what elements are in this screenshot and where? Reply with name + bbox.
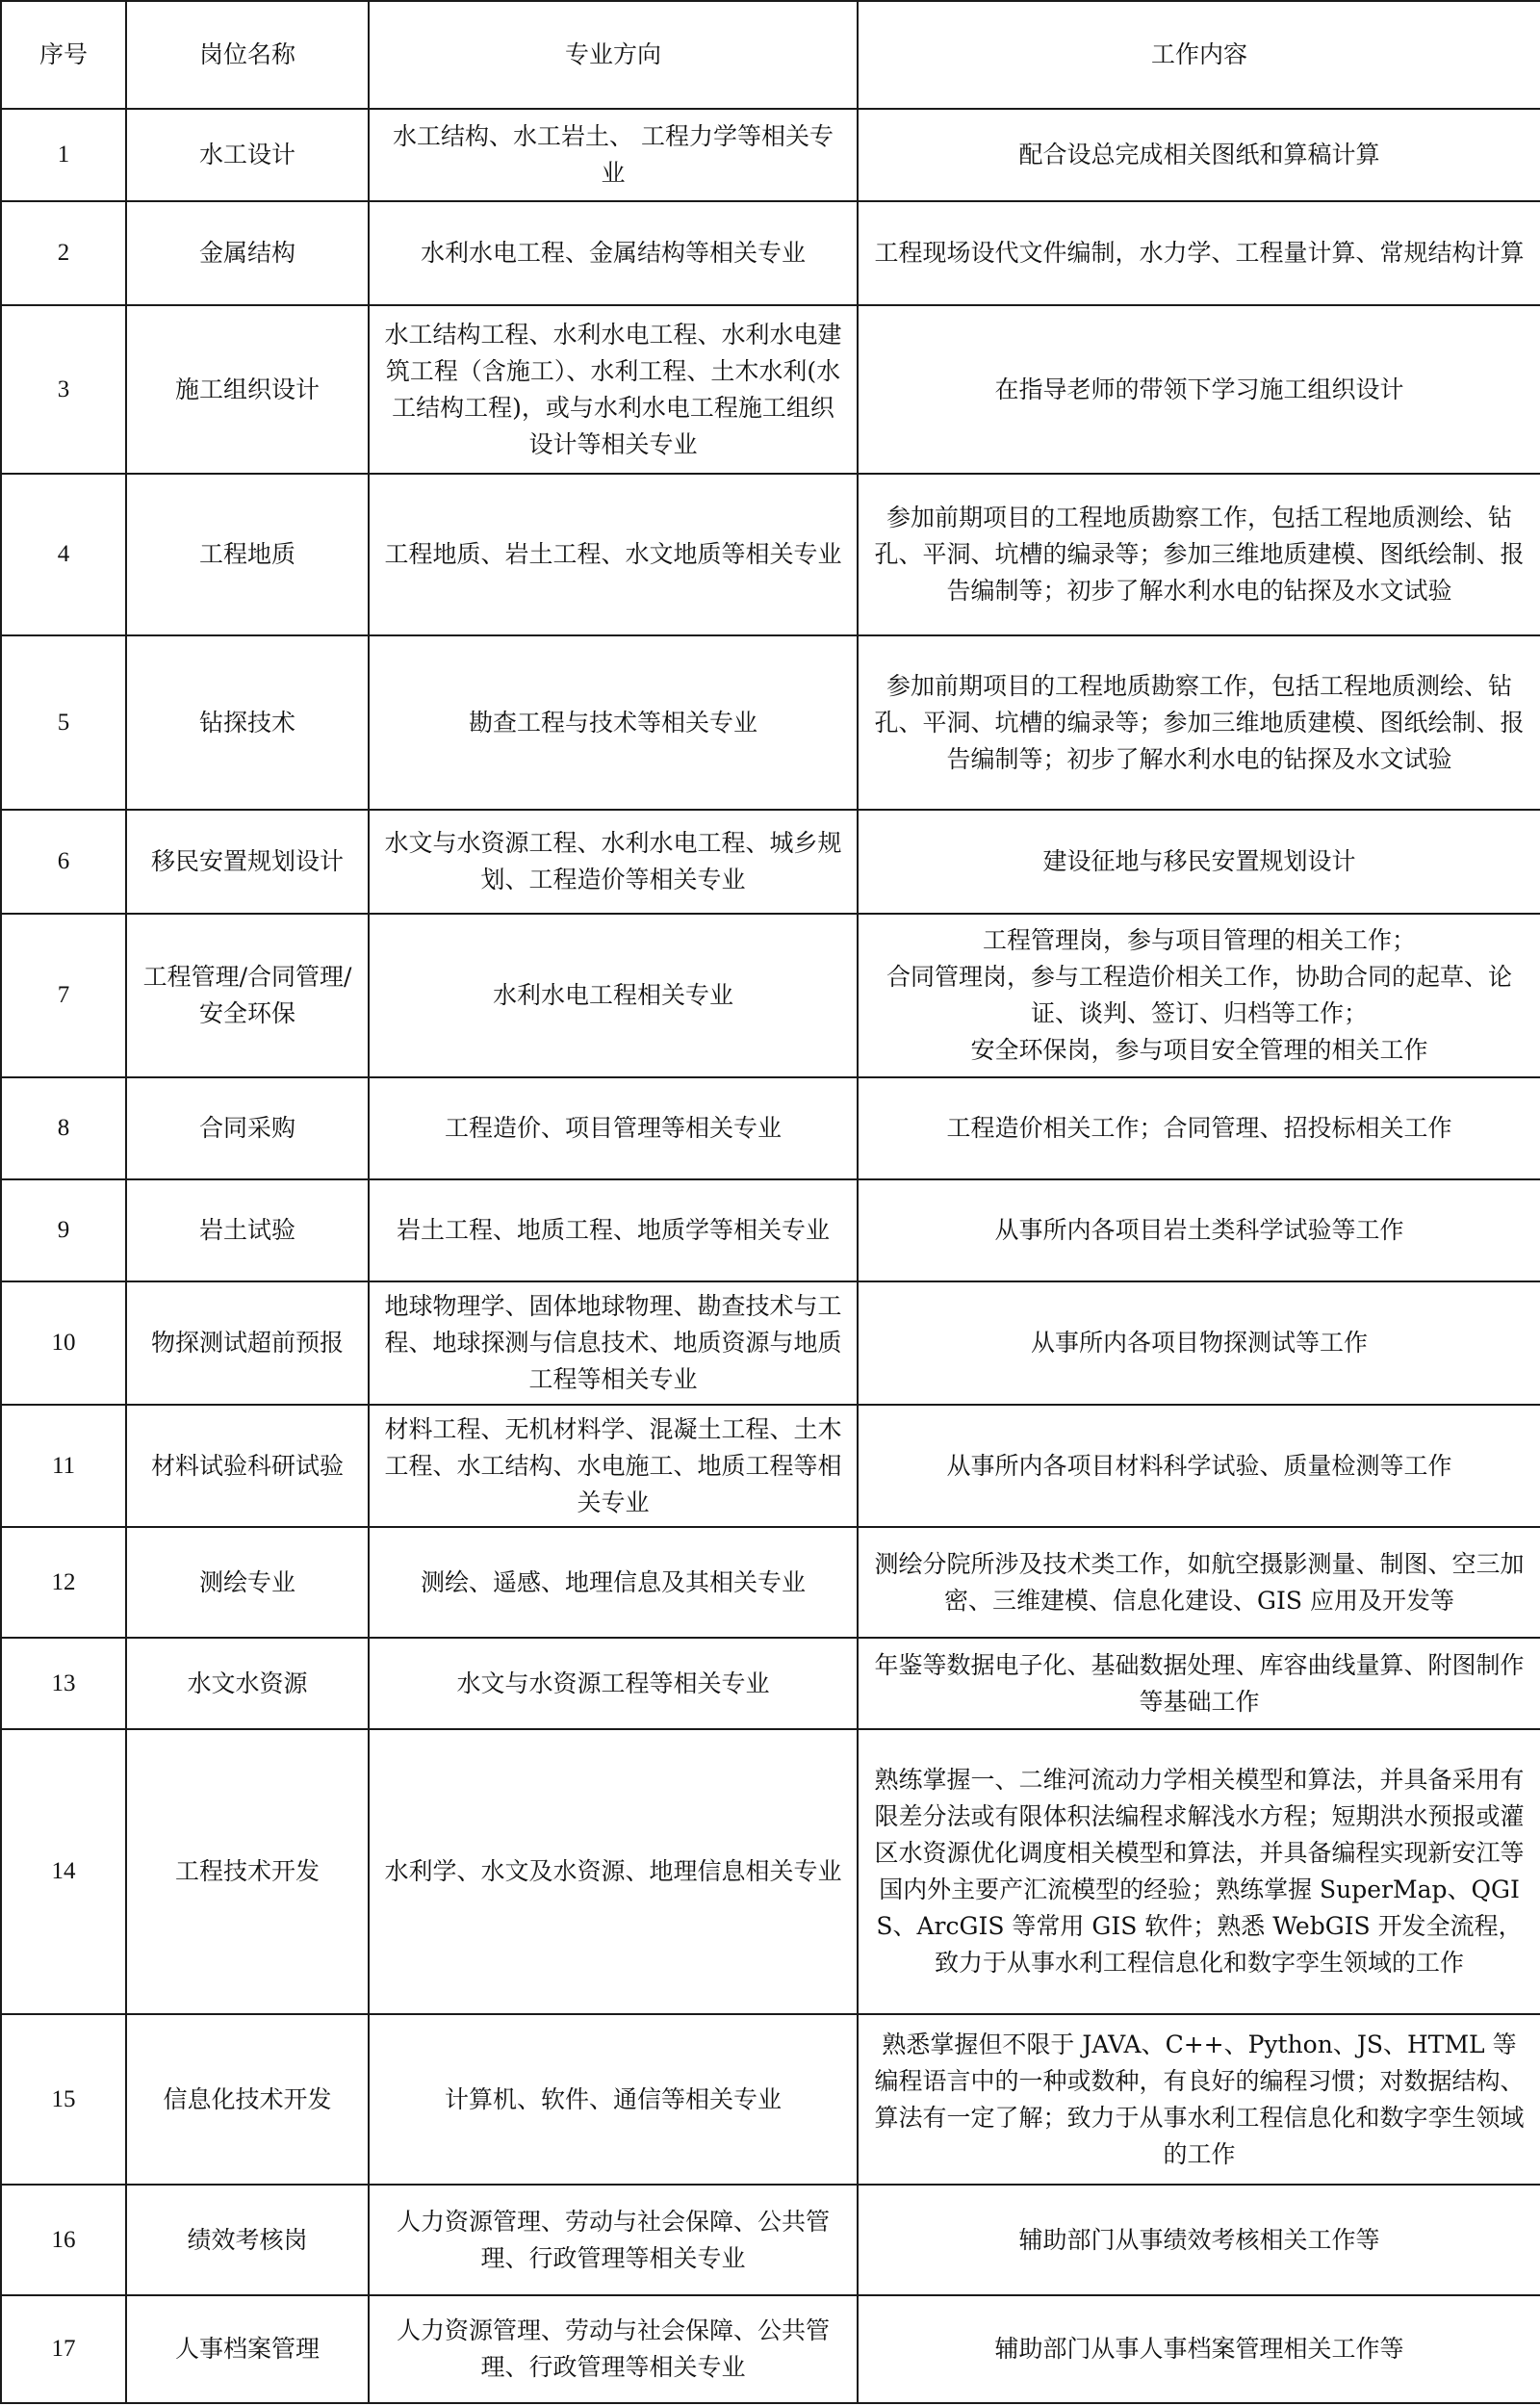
position-name: 水工设计 [126, 109, 369, 201]
table-row [1, 1527, 1540, 1638]
row-number: 5 [1, 635, 126, 810]
major-direction: 水文与水资源工程、水利水电工程、城乡规划、工程造价等相关专业 [369, 810, 858, 914]
position-name: 钻探技术 [126, 635, 369, 810]
row-number: 9 [1, 1179, 126, 1281]
position-name: 合同采购 [126, 1077, 369, 1179]
table-row [1, 1729, 1540, 2014]
row-number: 8 [1, 1077, 126, 1179]
work-content: 建设征地与移民安置规划设计 [858, 810, 1540, 914]
row-number: 17 [1, 2295, 126, 2403]
row-number: 7 [1, 914, 126, 1077]
header-position-name: 岗位名称 [126, 1, 369, 109]
table-row [1, 2295, 1540, 2403]
table-header-row [1, 1, 1540, 109]
work-content: 从事所内各项目材料科学试验、质量检测等工作 [858, 1405, 1540, 1527]
table-row [1, 109, 1540, 201]
position-name: 材料试验科研试验 [126, 1405, 369, 1527]
header-number: 序号 [1, 1, 126, 109]
table-row [1, 2185, 1540, 2295]
table-row [1, 635, 1540, 810]
major-direction: 计算机、软件、通信等相关专业 [369, 2014, 858, 2185]
header-major-direction: 专业方向 [369, 1, 858, 109]
major-direction: 勘查工程与技术等相关专业 [369, 635, 858, 810]
row-number: 14 [1, 1729, 126, 2014]
work-content: 参加前期项目的工程地质勘察工作，包括工程地质测绘、钻孔、平洞、坑槽的编录等；参加三维地质建模、图纸绘制、报告编制等；初步了解水利水电的钻探及水文试验 [858, 474, 1540, 635]
position-name: 信息化技术开发 [126, 2014, 369, 2185]
table-row [1, 1281, 1540, 1405]
work-content: 熟悉掌握但不限于 JAVA、C++、Python、JS、HTML 等编程语言中的一种或数种，有良好的编程习惯；对数据结构、算法有一定了解；致力于从事水利工程信息化和数字孪生领域的工作 [858, 2014, 1540, 2185]
position-name: 移民安置规划设计 [126, 810, 369, 914]
position-name: 人事档案管理 [126, 2295, 369, 2403]
position-name: 施工组织设计 [126, 305, 369, 474]
table-row [1, 810, 1540, 914]
major-direction: 人力资源管理、劳动与社会保障、公共管理、行政管理等相关专业 [369, 2185, 858, 2295]
table-row [1, 1638, 1540, 1729]
row-number: 4 [1, 474, 126, 635]
work-content: 工程造价相关工作；合同管理、招投标相关工作 [858, 1077, 1540, 1179]
row-number: 12 [1, 1527, 126, 1638]
work-content: 参加前期项目的工程地质勘察工作，包括工程地质测绘、钻孔、平洞、坑槽的编录等；参加三维地质建模、图纸绘制、报告编制等；初步了解水利水电的钻探及水文试验 [858, 635, 1540, 810]
row-number: 3 [1, 305, 126, 474]
position-name: 岩土试验 [126, 1179, 369, 1281]
major-direction: 水文与水资源工程等相关专业 [369, 1638, 858, 1729]
major-direction: 岩土工程、地质工程、地质学等相关专业 [369, 1179, 858, 1281]
major-direction: 材料工程、无机材料学、混凝土工程、土木工程、水工结构、水电施工、地质工程等相关专业 [369, 1405, 858, 1527]
work-content: 辅助部门从事绩效考核相关工作等 [858, 2185, 1540, 2295]
work-content: 从事所内各项目岩土类科学试验等工作 [858, 1179, 1540, 1281]
major-direction: 水工结构工程、水利水电工程、水利水电建筑工程（含施工）、水利工程、土木水利(水工结构工程)，或与水利水电工程施工组织设计等相关专业 [369, 305, 858, 474]
position-name: 测绘专业 [126, 1527, 369, 1638]
work-content: 配合设总完成相关图纸和算稿计算 [858, 109, 1540, 201]
work-content: 在指导老师的带领下学习施工组织设计 [858, 305, 1540, 474]
work-content: 工程现场设代文件编制，水力学、工程量计算、常规结构计算 [858, 201, 1540, 305]
table-row [1, 305, 1540, 474]
major-direction: 人力资源管理、劳动与社会保障、公共管理、行政管理等相关专业 [369, 2295, 858, 2403]
table-row [1, 474, 1540, 635]
work-content: 辅助部门从事人事档案管理相关工作等 [858, 2295, 1540, 2403]
position-name: 绩效考核岗 [126, 2185, 369, 2295]
header-work-content: 工作内容 [858, 1, 1540, 109]
row-number: 10 [1, 1281, 126, 1405]
major-direction: 工程地质、岩土工程、水文地质等相关专业 [369, 474, 858, 635]
table-row [1, 1405, 1540, 1527]
table-row [1, 2014, 1540, 2185]
row-number: 2 [1, 201, 126, 305]
position-name: 工程技术开发 [126, 1729, 369, 2014]
work-content: 工程管理岗，参与项目管理的相关工作； 合同管理岗，参与工程造价相关工作，协助合同的起草、论证、谈判、签订、归档等工作； 安全环保岗，参与项目安全管理的相关工作 [858, 914, 1540, 1077]
row-number: 16 [1, 2185, 126, 2295]
table-row [1, 1077, 1540, 1179]
major-direction: 水利水电工程相关专业 [369, 914, 858, 1077]
major-direction: 水利学、水文及水资源、地理信息相关专业 [369, 1729, 858, 2014]
position-name: 工程地质 [126, 474, 369, 635]
row-number: 1 [1, 109, 126, 201]
position-name: 水文水资源 [126, 1638, 369, 1729]
row-number: 15 [1, 2014, 126, 2185]
major-direction: 工程造价、项目管理等相关专业 [369, 1077, 858, 1179]
table-row [1, 1179, 1540, 1281]
row-number: 13 [1, 1638, 126, 1729]
row-number: 6 [1, 810, 126, 914]
position-name: 工程管理/合同管理/安全环保 [126, 914, 369, 1077]
major-direction: 水工结构、水工岩土、 工程力学等相关专业 [369, 109, 858, 201]
major-direction: 地球物理学、固体地球物理、勘查技术与工程、地球探测与信息技术、地质资源与地质工程等相关专业 [369, 1281, 858, 1405]
table-row [1, 914, 1540, 1077]
work-content: 熟练掌握一、二维河流动力学相关模型和算法，并具备采用有限差分法或有限体积法编程求解浅水方程；短期洪水预报或灌区水资源优化调度相关模型和算法，并具备编程实现新安江等国内外主要产汇流模型的经验；熟练掌握 SuperMap、QGIS、ArcGIS 等常用 GIS 软件；熟悉 WebGIS 开发全流程，致力于从事水利工程信息化和数字孪生领域的工作 [858, 1729, 1540, 2014]
position-name: 金属结构 [126, 201, 369, 305]
major-direction: 水利水电工程、金属结构等相关专业 [369, 201, 858, 305]
position-name: 物探测试超前预报 [126, 1281, 369, 1405]
table-row [1, 201, 1540, 305]
work-content: 测绘分院所涉及技术类工作，如航空摄影测量、制图、空三加密、三维建模、信息化建设、GIS 应用及开发等 [858, 1527, 1540, 1638]
major-direction: 测绘、遥感、地理信息及其相关专业 [369, 1527, 858, 1638]
row-number: 11 [1, 1405, 126, 1527]
work-content: 年鉴等数据电子化、基础数据处理、库容曲线量算、附图制作等基础工作 [858, 1638, 1540, 1729]
work-content: 从事所内各项目物探测试等工作 [858, 1281, 1540, 1405]
